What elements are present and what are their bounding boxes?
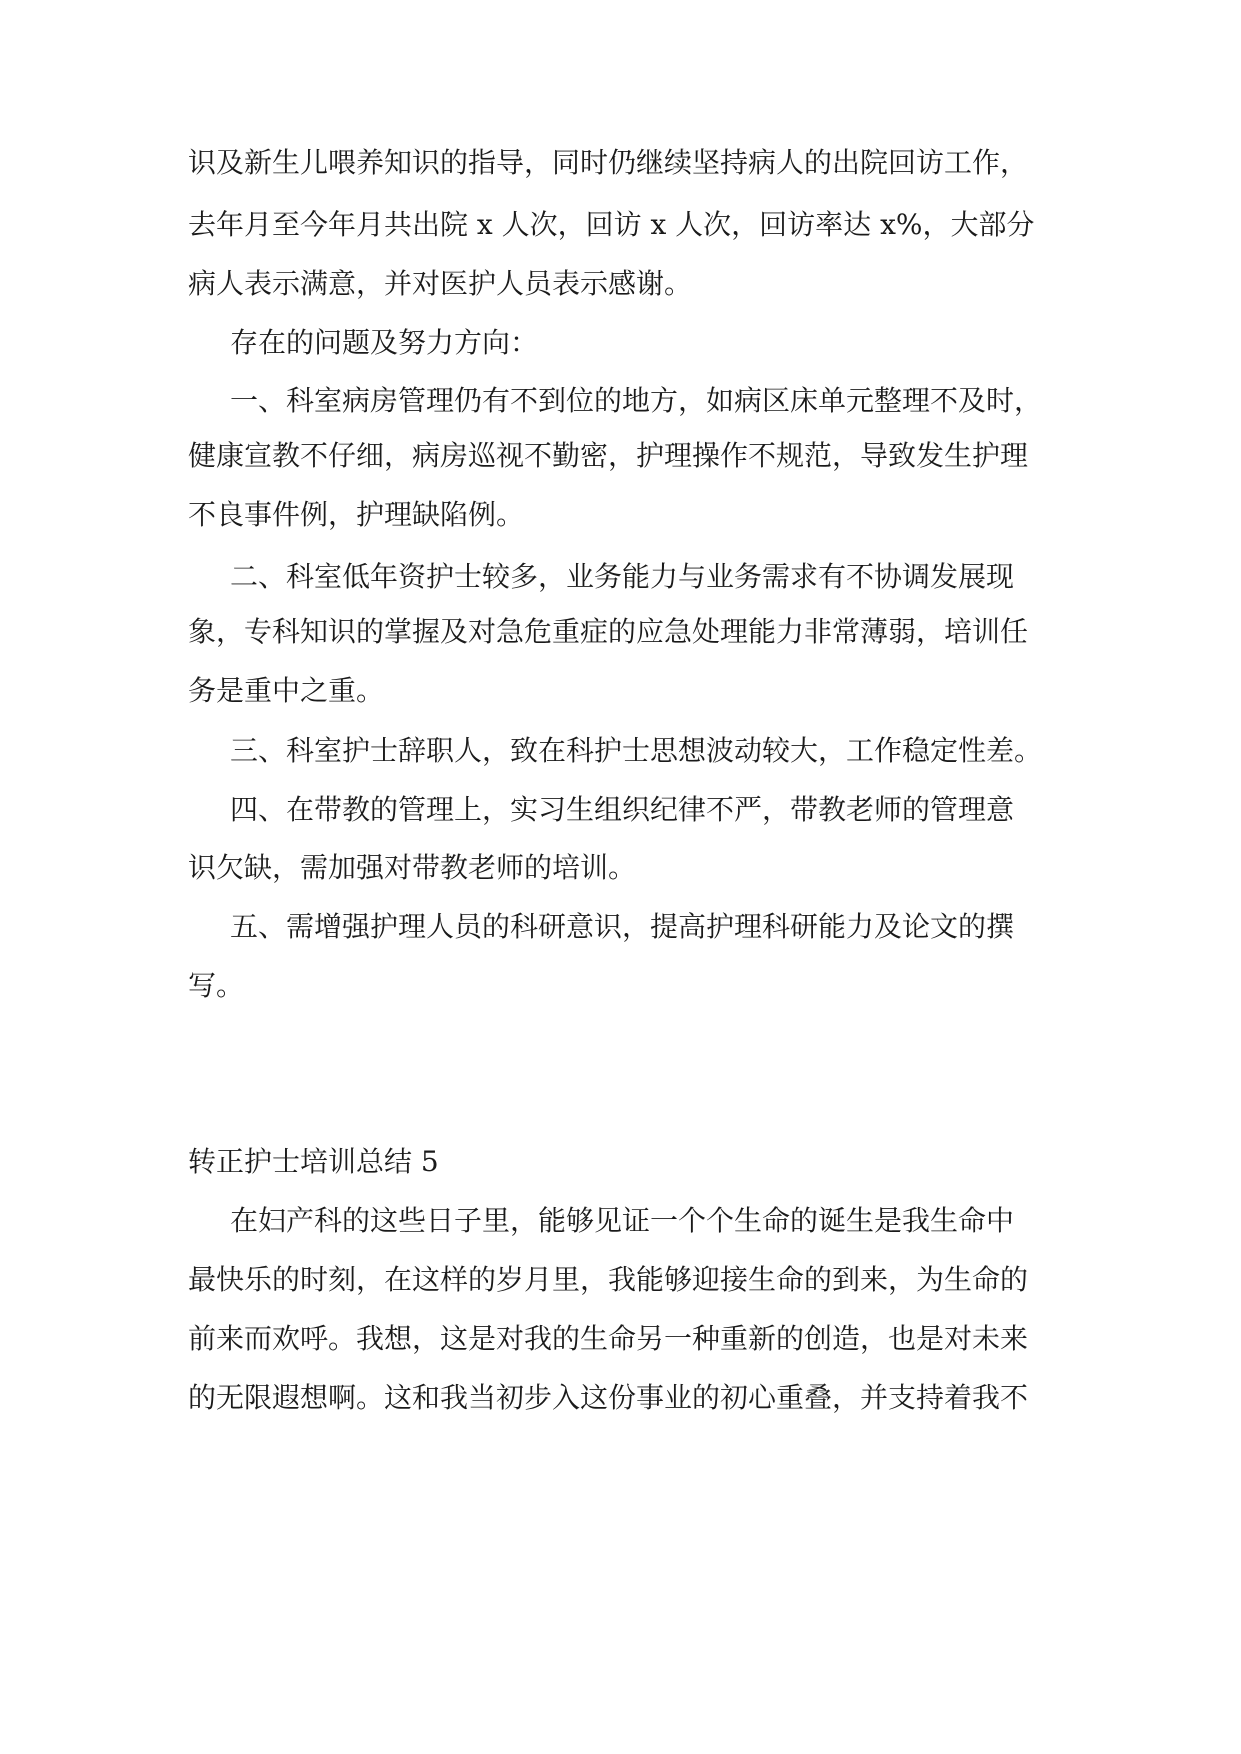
text-line: 象，专科知识的掌握及对急危重症的应急处理能力非常薄弱，培训任 <box>188 615 1029 648</box>
text-line: 去年月至今年月共出院 x 人次，回访 x 人次，回访率达 x%，大部分 <box>188 208 1035 241</box>
text-line: 前来而欢呼。我想，这是对我的生命另一种重新的创造，也是对未来 <box>188 1322 1029 1355</box>
list-item-line: 三、科室护士辞职人，致在科护士思想波动较大，工作稳定性差。 <box>230 734 1043 767</box>
text-line: 务是重中之重。 <box>188 674 385 707</box>
text-line: 的无限遐想啊。这和我当初步入这份事业的初心重叠，并支持着我不 <box>188 1381 1029 1414</box>
text-line: 健康宣教不仔细，病房巡视不勤密，护理操作不规范，导致发生护理 <box>188 439 1029 472</box>
section-title: 转正护士培训总结 5 <box>188 1145 439 1178</box>
text-line: 最快乐的时刻，在这样的岁月里，我能够迎接生命的到来，为生命的 <box>188 1263 1029 1296</box>
text-line: 不良事件例，护理缺陷例。 <box>188 498 525 531</box>
list-item-line: 五、需增强护理人员的科研意识，提高护理科研能力及论文的撰 <box>230 910 1015 943</box>
text-line: 识及新生儿喂养知识的指导，同时仍继续坚持病人的出院回访工作， <box>188 146 1029 179</box>
list-item-line: 二、科室低年资护士较多，业务能力与业务需求有不协调发展现 <box>230 560 1015 593</box>
text-line: 病人表示满意，并对医护人员表示感谢。 <box>188 267 693 300</box>
problems-heading: 存在的问题及努力方向： <box>230 326 539 359</box>
text-line: 识欠缺，需加强对带教老师的培训。 <box>188 851 637 884</box>
text-line: 写。 <box>188 969 245 1002</box>
list-item-line: 一、科室病房管理仍有不到位的地方，如病区床单元整理不及时， <box>230 384 1043 417</box>
paragraph-line: 在妇产科的这些日子里，能够见证一个个生命的诞生是我生命中 <box>230 1204 1015 1237</box>
list-item-line: 四、在带教的管理上，实习生组织纪律不严，带教老师的管理意 <box>230 793 1015 826</box>
